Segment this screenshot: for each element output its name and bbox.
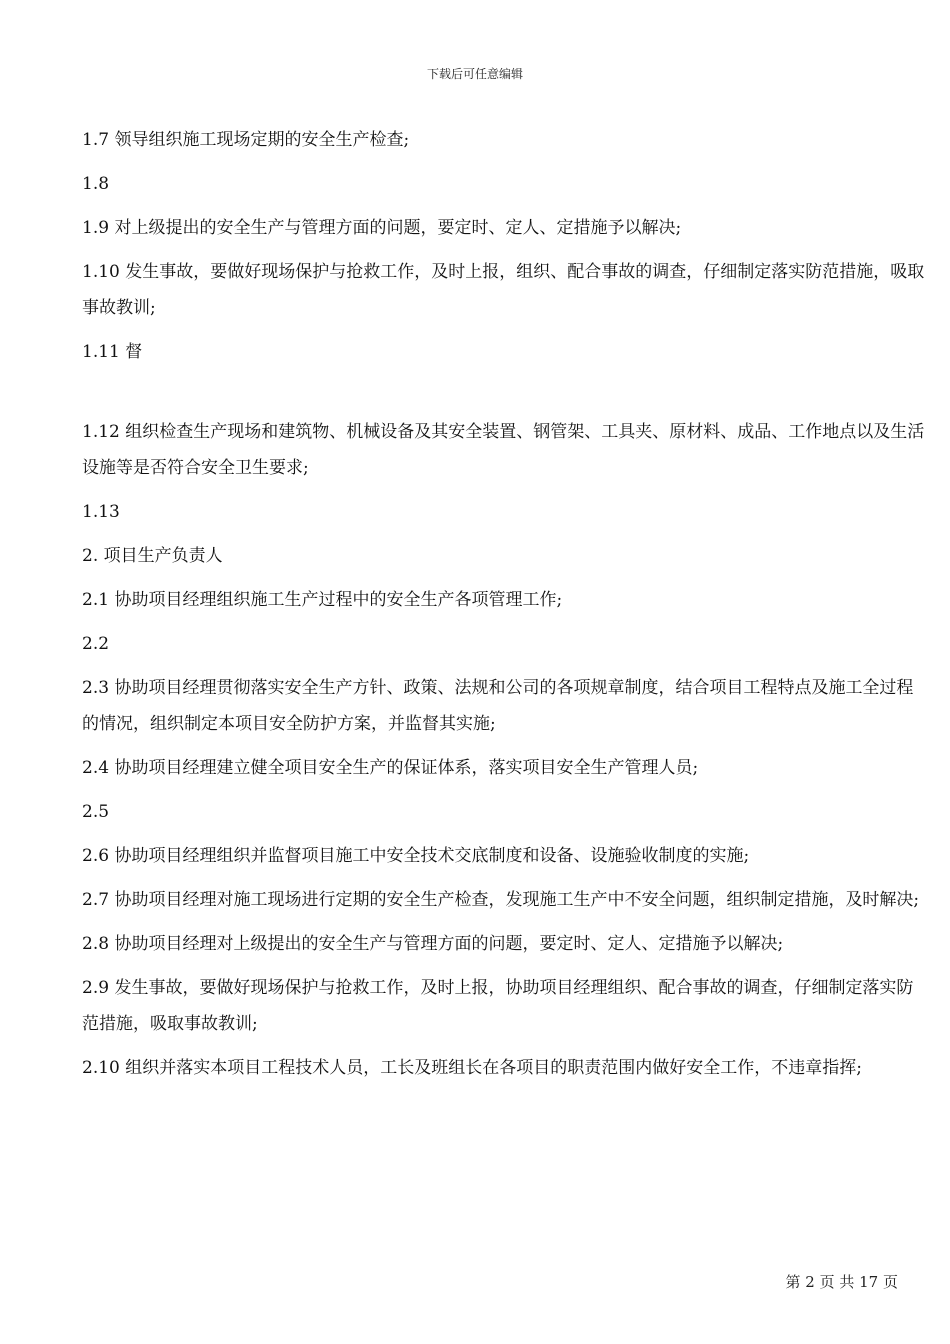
paragraph-1-8: 1.8 — [82, 174, 110, 194]
page-number: 第 2 页 共 17 页 — [785, 1273, 898, 1291]
paragraph-1-10: 1.10 发生事故，要做好现场保护与抢救工作，及时上报，组织、配合事故的调查，仔细制定落实防范措施，吸取事故教训; — [82, 262, 925, 318]
paragraph-1-11: 1.11 督 — [82, 342, 143, 362]
paragraph-2-10: 2.10 组织并落实本项目工程技术人员，工长及班组长在各项目的职责范围内做好安全工作，不违章指挥; — [82, 1058, 862, 1078]
paragraph-2-1: 2.1 协助项目经理组织施工生产过程中的安全生产各项管理工作; — [82, 590, 563, 610]
paragraph-1-12: 1.12 组织检查生产现场和建筑物、机械设备及其安全装置、钢管架、工具夹、原材料、成品、工作地点以及生活设施等是否符合安全卫生要求; — [82, 422, 925, 478]
paragraph-1-13: 1.13 — [82, 502, 120, 522]
paragraph-2-8: 2.8 协助项目经理对上级提出的安全生产与管理方面的问题，要定时、定人、定措施予以解决; — [82, 934, 784, 954]
paragraph-2-9: 2.9 发生事故，要做好现场保护与抢救工作，及时上报，协助项目经理组织、配合事故的调查，仔细制定落实防范措施，吸取事故教训; — [82, 978, 914, 1034]
document-body — [82, 122, 925, 1086]
paragraph-2-7: 2.7 协助项目经理对施工现场进行定期的安全生产检查，发现施工生产中不安全问题，组织制定措施，及时解决; — [82, 890, 920, 910]
paragraph-1-7: 1.7 领导组织施工现场定期的安全生产检查; — [82, 130, 410, 150]
page-header: 下载后可任意编辑 — [426, 67, 523, 81]
section-heading-2: 2. 项目生产负责人 — [82, 546, 223, 566]
paragraph-2-3: 2.3 协助项目经理贯彻落实安全生产方针、政策、法规和公司的各项规章制度，结合项目工程特点及施工全过程的情况，组织制定本项目安全防护方案，并监督其实施; — [82, 678, 914, 734]
paragraph-2-4: 2.4 协助项目经理建立健全项目安全生产的保证体系，落实项目安全生产管理人员; — [82, 758, 699, 778]
paragraph-2-5: 2.5 — [82, 802, 110, 822]
paragraph-2-6: 2.6 协助项目经理组织并监督项目施工中安全技术交底制度和设备、设施验收制度的实施; — [82, 846, 750, 866]
paragraph-2-2: 2.2 — [82, 634, 110, 654]
paragraph-1-9: 1.9 对上级提出的安全生产与管理方面的问题，要定时、定人、定措施予以解决; — [82, 218, 682, 238]
